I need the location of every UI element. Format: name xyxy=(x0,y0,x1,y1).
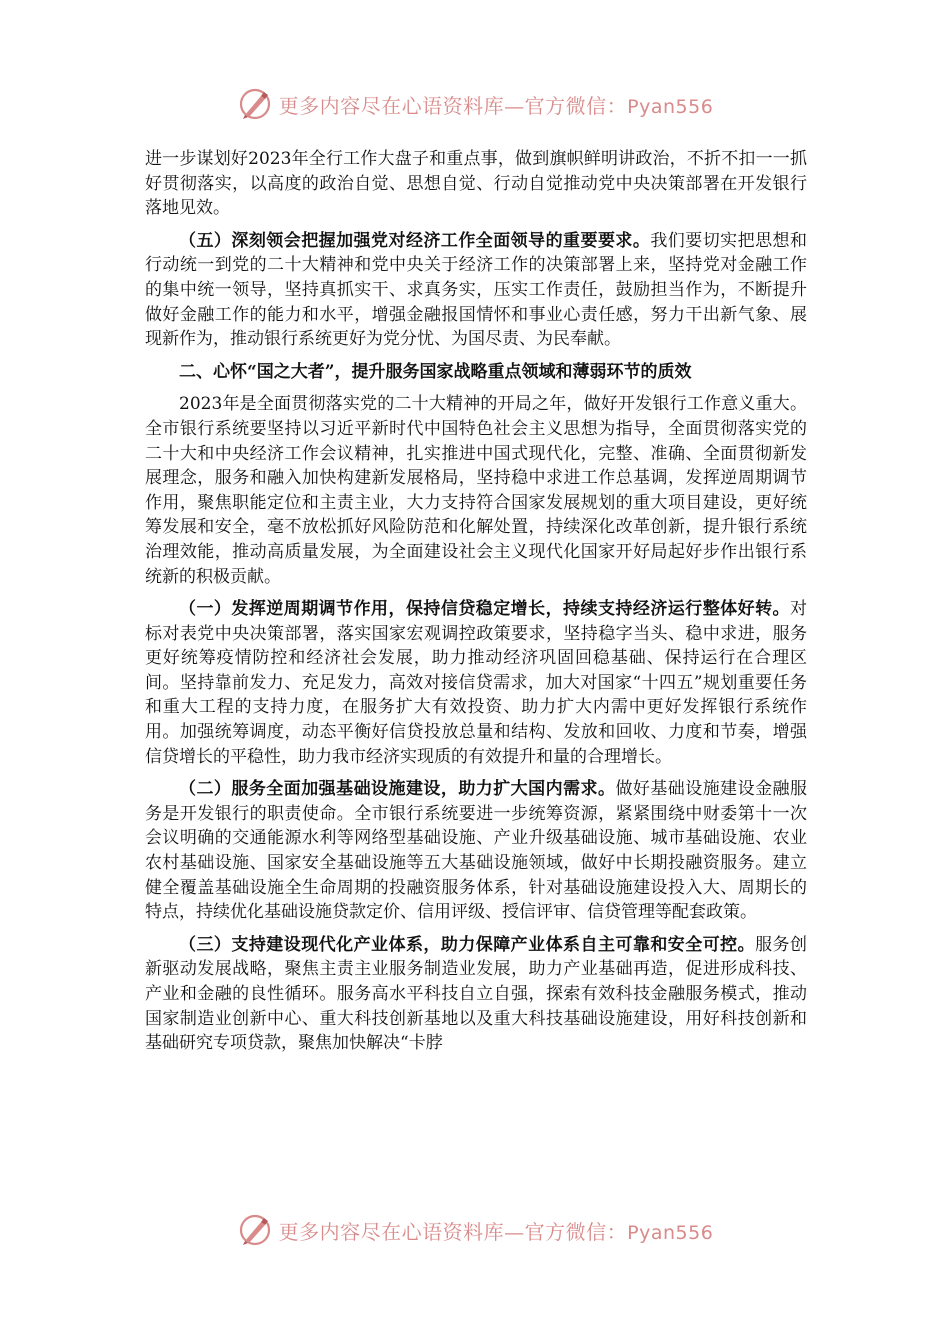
paragraph-lead: （五）深刻领会把握加强党对经济工作全面领导的重要要求。 xyxy=(179,230,651,251)
paragraph-section-5 xyxy=(145,229,807,352)
paragraph-item-1 xyxy=(145,597,807,769)
watermark-text: 更多内容尽在心语资料库—官方微信：Pyan556 xyxy=(278,93,714,118)
paragraph-continuation: 进一步谋划好2023年全行工作大盘子和重点事，做到旗帜鲜明讲政治，不折不扣一一抓好贯彻落实，以高度的政治自觉、思想自觉、行动自觉推动党中央决策部署在开发银行落地见效。 xyxy=(145,149,807,219)
paragraph-body: 对标对表党中央决策部署，落实国家宏观调控政策要求，坚持稳字当头、稳中求进，服务更好统筹疫情防控和经济社会发展，助力推动经济巩固回稳基础、保持运行在合理区间。坚持靠前发力、充足发力，高效对接信贷需求，加大对国家“十四五”规划重要任务和重大工程的支持力度，在服务扩大有效投资、助力扩大内需中更好发挥银行系统作用。加强统筹调度，动态平衡好信贷投放总量和结构、发放和回收、力度和节奏，增强信贷增长的平稳性，助力我市经济实现质的有效提升和量的合理增长。 xyxy=(145,599,807,767)
watermark-text: 更多内容尽在心语资料库—官方微信：Pyan556 xyxy=(278,1219,714,1244)
paragraph-lead: （二）服务全面加强基础设施建设，助力扩大国内需求。 xyxy=(179,779,616,800)
paragraph-body: 做好基础设施建设金融服务是开发银行的职责使命。全市银行系统要进一步统筹资源，紧紧围绕中财委第十一次会议明确的交通能源水利等网络型基础设施、产业升级基础设施、城市基础设施、农业农村基础设施、国家安全基础设施等五大基础设施领域，做好中长期投融资服务。建立健全覆盖基础设施全生命周期的投融资服务体系，针对基础设施建设投入大、周期长的特点，持续优化基础设施贷款定价、信用评级、授信评审、信贷管理等配套政策。 xyxy=(145,779,808,923)
watermark-header xyxy=(0,84,950,124)
paragraph-item-3 xyxy=(145,933,807,1056)
pen-logo-icon xyxy=(237,86,273,122)
document-body xyxy=(145,147,807,1064)
paragraph-intro-2023: 2023年是全面贯彻落实党的二十大精神的开局之年，做好开发银行工作意义重大。全市银行系统要坚持以习近平新时代中国特色社会主义思想为指导，全面贯彻落实党的二十大和中央经济工作会议精神，扎实推进中国式现代化，完整、准确、全面贯彻新发展理念，服务和融入加快构建新发展格局，坚持稳中求进工作总基调，发挥逆周期调节作用，聚焦职能定位和主责主业，大力支持符合国家发展规划的重大项目建设，更好统筹发展和安全，毫不放松抓好风险防范和化解处置，持续深化改革创新，提升银行系统治理效能，推动高质量发展，为全面建设社会主义现代化国家开好局起好步作出银行系统新的积极贡献。 xyxy=(145,394,807,587)
paragraph-lead: （一）发挥逆周期调节作用，保持信贷稳定增长，持续支持经济运行整体好转。 xyxy=(179,599,790,620)
paragraph-body: 服务创新驱动发展战略，聚焦主责主业服务制造业发展，助力产业基础再造，促进形成科技、产业和金融的良性循环。服务高水平科技自立自强，探索有效科技金融服务模式，推动国家制造业创新中心、重大科技创新基地以及重大科技基础设施建设，用好科技创新和基础研究专项贷款，聚焦加快解决“卡脖 xyxy=(145,934,808,1054)
section-heading-2: 二、心怀“国之大者”，提升服务国家战略重点领域和薄弱环节的质效 xyxy=(179,361,692,382)
watermark-footer xyxy=(0,1210,950,1250)
paragraph-item-2 xyxy=(145,777,807,925)
pen-logo-icon xyxy=(237,1212,273,1248)
paragraph-body: 我们要切实把思想和行动统一到党的二十大精神和党中央关于经济工作的决策部署上来，坚持党对金融工作的集中统一领导，坚持真抓实干、求真务实，压实工作责任，鼓励担当作为，不断提升做好金融工作的能力和水平，增强金融报国情怀和事业心责任感，努力干出新气象、展现新作为，推动银行系统更好为党分忧、为国尽责、为民奉献。 xyxy=(145,230,808,350)
paragraph-lead: （三）支持建设现代化产业体系，助力保障产业体系自主可靠和安全可控。 xyxy=(179,934,756,955)
